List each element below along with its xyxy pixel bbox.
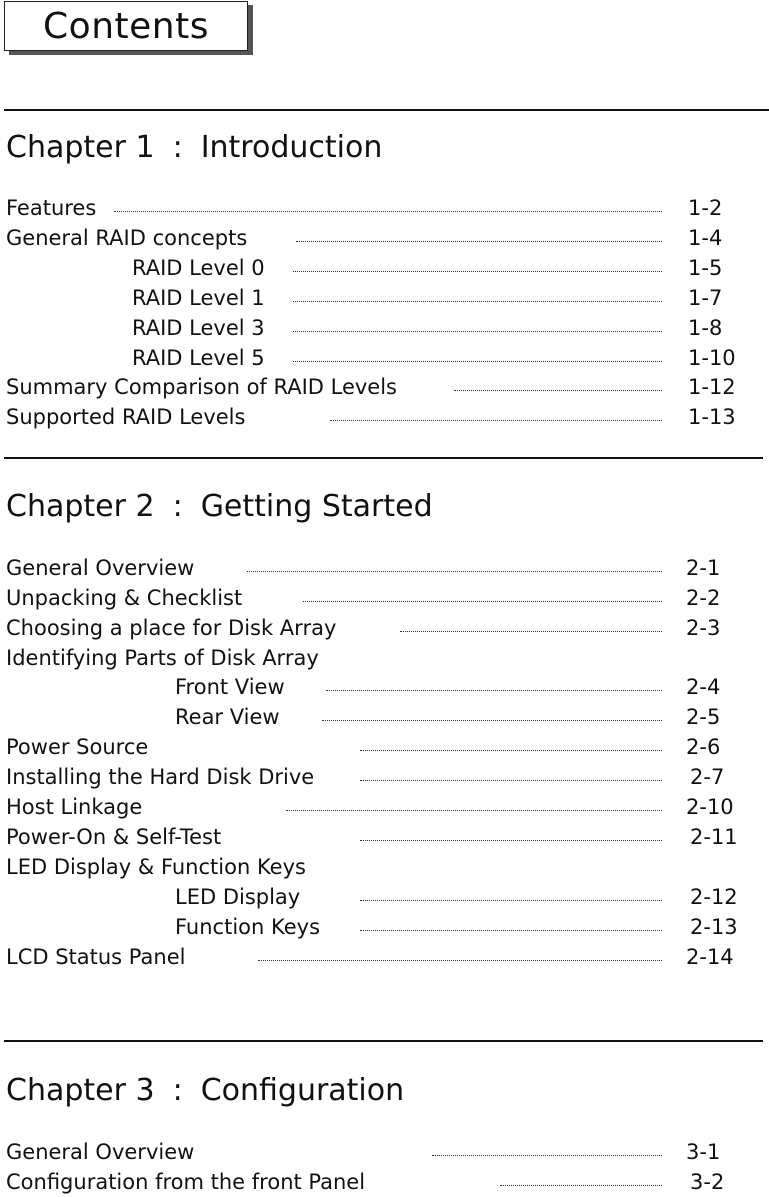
chapter-1-heading — [6, 130, 382, 165]
chapter-3-rule — [4, 1040, 763, 1042]
dot-leader — [330, 420, 662, 421]
chapter-2-title: Getting Started — [200, 489, 433, 524]
chapter-2-separator: : — [172, 489, 183, 524]
dot-leader — [360, 840, 662, 841]
toc-entry-page: 3-2 — [690, 1170, 725, 1194]
toc-entry-label: Supported RAID Levels — [6, 405, 246, 429]
dot-leader — [114, 211, 662, 212]
chapter-2-rule — [4, 457, 763, 459]
dot-leader — [247, 571, 662, 572]
toc-entry-supported-raid-levels[interactable] — [0, 402, 769, 432]
toc-entry-identifying-parts[interactable] — [0, 643, 769, 673]
dot-leader — [360, 900, 662, 901]
dot-leader — [322, 720, 662, 721]
toc-entry-page: 1-5 — [688, 256, 723, 280]
toc-entry-label: Installing the Hard Disk Drive — [6, 765, 315, 789]
dot-leader — [500, 1185, 662, 1186]
toc-entry-unpacking-checklist[interactable] — [0, 583, 769, 613]
toc-entry-label: RAID Level 5 — [132, 346, 265, 370]
toc-entry-page: 2-13 — [690, 915, 738, 939]
toc-entry-label: General RAID concepts — [6, 226, 248, 250]
chapter-3-title: Configuration — [200, 1073, 405, 1108]
toc-entry-general-overview[interactable] — [0, 553, 769, 583]
dot-leader — [360, 780, 662, 781]
toc-entry-raid-level-0[interactable] — [0, 253, 769, 283]
toc-entry-label: Rear View — [175, 705, 280, 729]
toc-entry-label: Function Keys — [175, 915, 321, 939]
toc-entry-label: RAID Level 0 — [132, 256, 265, 280]
dot-leader — [326, 690, 662, 691]
dot-leader — [432, 1155, 662, 1156]
toc-entry-raid-level-3[interactable] — [0, 313, 769, 343]
toc-entry-page: 2-11 — [690, 825, 738, 849]
toc-entry-page: 2-7 — [690, 765, 725, 789]
dot-leader — [293, 301, 662, 302]
toc-entry-label: Host Linkage — [6, 795, 143, 819]
toc-entry-page: 1-12 — [688, 375, 736, 399]
toc-entry-page: 2-5 — [686, 705, 721, 729]
toc-entry-page: 3-1 — [686, 1140, 721, 1164]
chapter-3-number: Chapter 3 — [6, 1073, 155, 1108]
dot-leader — [454, 390, 662, 391]
toc-entry-summary-comparison[interactable] — [0, 372, 769, 402]
toc-entry-page: 2-4 — [686, 675, 721, 699]
toc-entry-power-source[interactable] — [0, 732, 769, 762]
chapter-2-number: Chapter 2 — [6, 489, 155, 524]
toc-entry-page: 2-12 — [690, 885, 738, 909]
toc-entry-label: RAID Level 1 — [132, 286, 265, 310]
toc-entry-lcd-status-panel[interactable] — [0, 942, 769, 972]
toc-entry-label: Power-On & Self-Test — [6, 825, 222, 849]
dot-leader — [286, 810, 662, 811]
toc-entry-host-linkage[interactable] — [0, 792, 769, 822]
chapter-1-rule — [4, 109, 769, 111]
toc-entry-page: 1-4 — [688, 226, 723, 250]
toc-entry-front-view[interactable] — [0, 672, 769, 702]
toc-entry-page: 2-2 — [686, 586, 721, 610]
toc-entry-installing-hdd[interactable] — [0, 762, 769, 792]
contents-title-box — [4, 1, 248, 51]
chapter-1-title: Introduction — [200, 130, 383, 165]
dot-leader — [400, 631, 662, 632]
dot-leader — [293, 361, 662, 362]
dot-leader — [293, 271, 662, 272]
toc-entry-config-general-overview[interactable] — [0, 1137, 769, 1167]
chapter-1-separator: : — [172, 130, 183, 165]
toc-entry-raid-level-1[interactable] — [0, 283, 769, 313]
toc-entry-page: 2-10 — [686, 795, 734, 819]
dot-leader — [293, 331, 662, 332]
toc-entry-label: LED Display — [175, 885, 301, 909]
toc-entry-label: Unpacking & Checklist — [6, 586, 243, 610]
toc-entry-page: 1-10 — [688, 346, 736, 370]
toc-entry-config-front-panel[interactable] — [0, 1167, 769, 1197]
toc-entry-label: LED Display & Function Keys — [6, 855, 306, 879]
dot-leader — [360, 750, 662, 751]
toc-entry-page: 1-2 — [688, 196, 723, 220]
toc-entry-led-display[interactable] — [0, 882, 769, 912]
toc-entry-page: 2-3 — [686, 616, 721, 640]
toc-entry-function-keys[interactable] — [0, 912, 769, 942]
toc-entry-general-raid-concepts[interactable] — [0, 223, 769, 253]
toc-entry-page: 1-13 — [688, 405, 736, 429]
toc-entry-label: Choosing a place for Disk Array — [6, 616, 337, 640]
toc-entry-page: 1-7 — [688, 286, 723, 310]
dot-leader — [360, 930, 662, 931]
toc-entry-page: 2-1 — [686, 556, 721, 580]
toc-entry-rear-view[interactable] — [0, 702, 769, 732]
toc-entry-label: Identifying Parts of Disk Array — [6, 646, 319, 670]
dot-leader — [258, 960, 662, 961]
toc-entry-label: RAID Level 3 — [132, 316, 265, 340]
toc-entry-label: Summary Comparison of RAID Levels — [6, 375, 398, 399]
toc-entry-page: 1-8 — [688, 316, 723, 340]
chapter-1-number: Chapter 1 — [6, 130, 155, 165]
toc-entry-label: Power Source — [6, 735, 149, 759]
chapter-3-separator: : — [172, 1073, 183, 1108]
toc-entry-label: LCD Status Panel — [6, 945, 186, 969]
toc-entry-page: 2-6 — [686, 735, 721, 759]
toc-entry-power-on-self-test[interactable] — [0, 822, 769, 852]
toc-entry-led-display-function-keys[interactable] — [0, 852, 769, 882]
toc-entry-label: General Overview — [6, 1140, 195, 1164]
toc-entry-choosing-place[interactable] — [0, 613, 769, 643]
chapter-3-heading — [6, 1073, 404, 1108]
chapter-2-heading — [6, 489, 433, 524]
toc-entry-label: Front View — [175, 675, 285, 699]
toc-entry-raid-level-5[interactable] — [0, 343, 769, 373]
dot-leader — [303, 601, 662, 602]
contents-title: Contents — [43, 5, 209, 47]
dot-leader — [296, 241, 662, 242]
toc-entry-label: General Overview — [6, 556, 195, 580]
toc-entry-page: 2-14 — [686, 945, 734, 969]
toc-entry-label: Features — [6, 196, 97, 220]
toc-entry-features[interactable] — [0, 193, 769, 223]
toc-entry-label: Configuration from the front Panel — [6, 1170, 366, 1194]
